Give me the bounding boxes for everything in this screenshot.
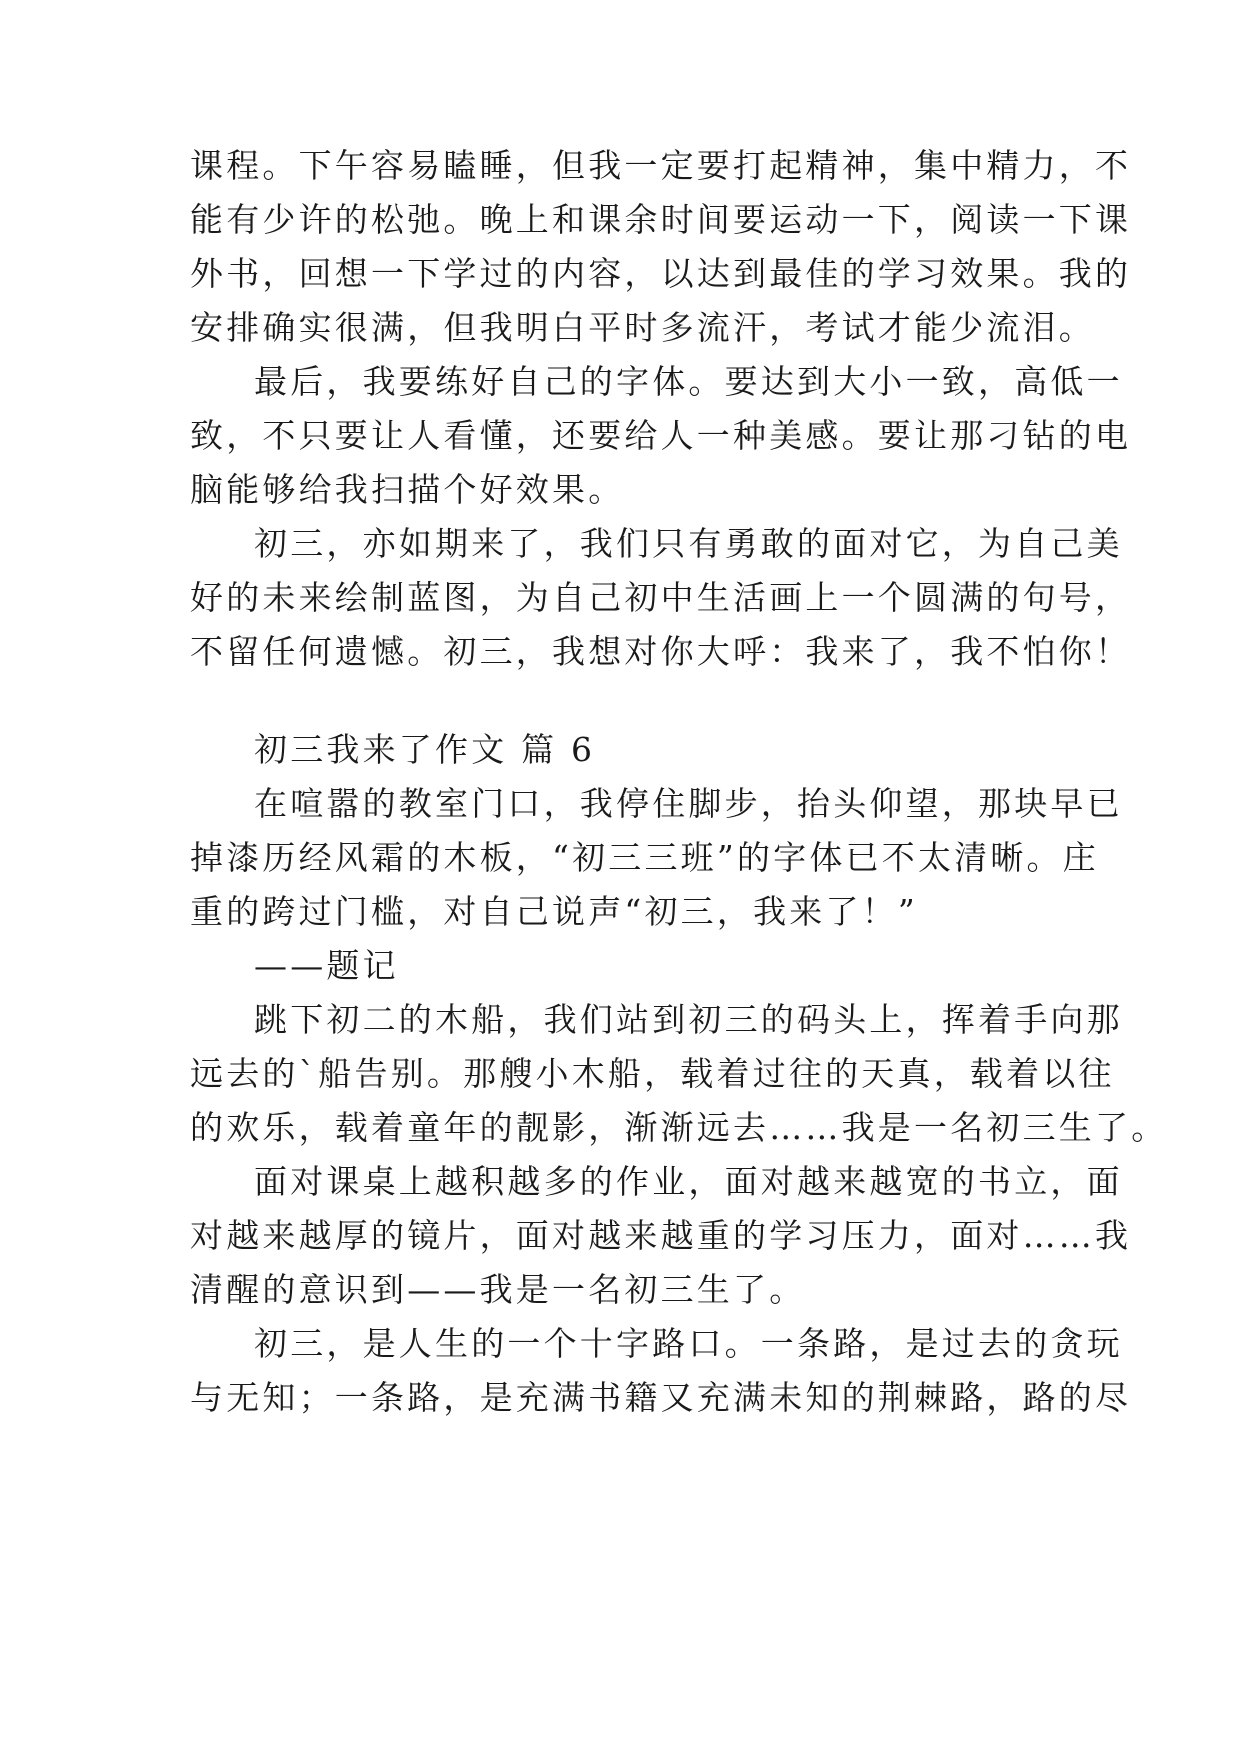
text-line: 安排确实很满，但我明白平时多流汗，考试才能少流泪。 [190,308,1095,347]
text-line: 不留任何遗憾。初三，我想对你大呼：我来了，我不怕你！ [190,632,1132,671]
text-line: 初三，是人生的一个十字路口。一条路，是过去的贪玩 [254,1324,1123,1363]
text-line: 掉漆历经风霜的木板，“初三三班”的字体已不太清晰。庄 [190,838,1099,877]
text-line: 外书，回想一下学过的内容，以达到最佳的学习效果。我的 [190,254,1132,293]
text-line: 脑能够给我扫描个好效果。 [190,470,625,509]
text-line: 初三，亦如期来了，我们只有勇敢的面对它，为自己美 [254,524,1123,563]
text-line: 致，不只要让人看懂，还要给人一种美感。要让那刁钻的电 [190,416,1132,455]
text-line: ——题记 [254,946,399,985]
text-line: 在喧嚣的教室门口，我停住脚步，抬头仰望，那块早已 [254,784,1123,823]
section-heading: 初三我来了作文 篇 6 [254,730,596,769]
text-line: 远去的`船告别。那艘小木船，载着过往的天真，载着以往 [190,1054,1115,1093]
text-line: 清醒的意识到——我是一名初三生了。 [190,1270,806,1309]
text-line: 对越来越厚的镜片，面对越来越重的学习压力，面对……我 [190,1216,1132,1255]
text-line: 的欢乐，载着童年的靓影，渐渐远去……我是一名初三生了。 [190,1108,1168,1147]
text-line: 重的跨过门槛，对自己说声“初三，我来了！” [190,892,918,931]
text-line: 课程。下午容易瞌睡，但我一定要打起精神，集中精力，不 [190,146,1132,185]
text-line: 最后，我要练好自己的字体。要达到大小一致，高低一 [254,362,1123,401]
text-line: 能有少许的松弛。晚上和课余时间要运动一下，阅读一下课 [190,200,1132,239]
text-line: 与无知；一条路，是充满书籍又充满未知的荆棘路，路的尽 [190,1378,1132,1417]
text-line: 好的未来绘制蓝图，为自己初中生活画上一个圆满的句号， [190,578,1132,617]
text-line: 面对课桌上越积越多的作业，面对越来越宽的书立，面 [254,1162,1123,1201]
text-line: 跳下初二的木船，我们站到初三的码头上，挥着手向那 [254,1000,1123,1039]
